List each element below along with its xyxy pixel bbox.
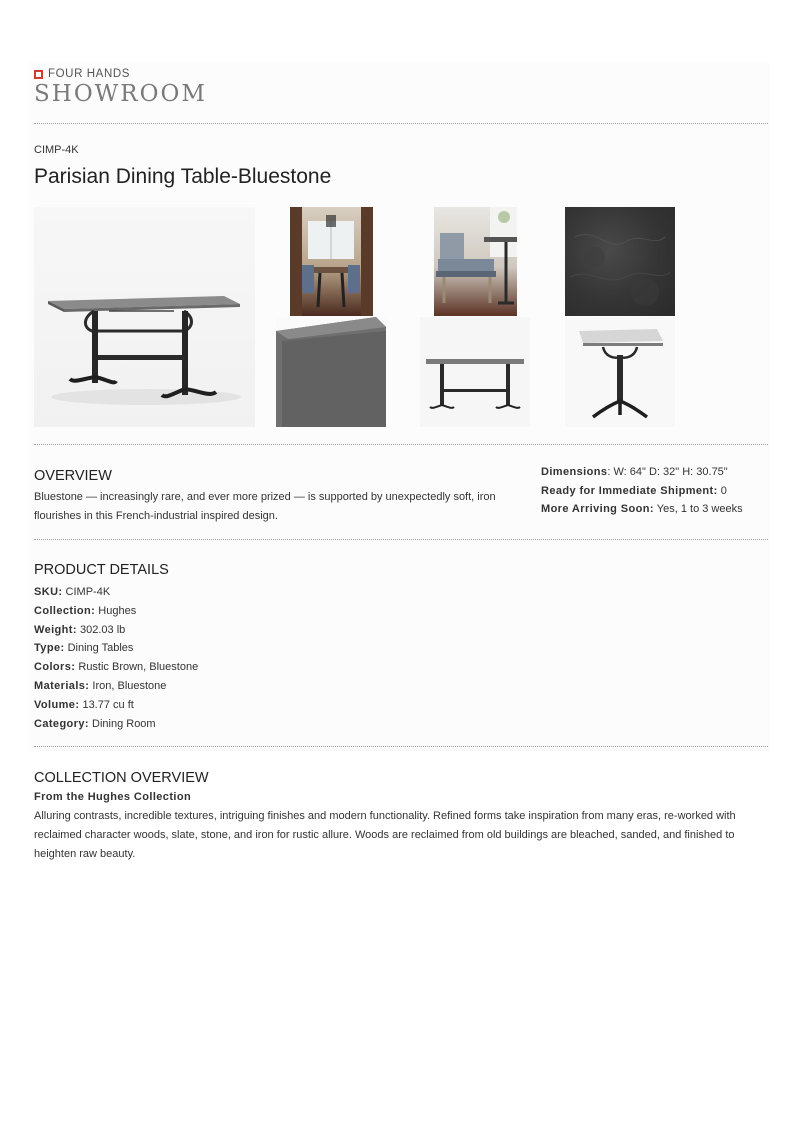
- product-sku: CIMP-4K: [34, 144, 79, 156]
- ready-row: [541, 482, 743, 501]
- detail-weight: Weight: 302.03 lb: [34, 623, 126, 636]
- overview-heading: OVERVIEW: [34, 468, 112, 484]
- product-title: Parisian Dining Table-Bluestone: [34, 165, 332, 188]
- detail-materials: Materials: Iron, Bluestone: [34, 679, 167, 692]
- collection-heading: COLLECTION OVERVIEW: [34, 770, 209, 786]
- specs-block: [541, 463, 743, 519]
- brand-name: FOUR HANDS: [48, 68, 131, 80]
- dimensions-value: : W: 64" D: 32" H: 30.75": [607, 466, 728, 478]
- product-details-heading: PRODUCT DETAILS: [34, 562, 169, 578]
- ready-label: Ready for Immediate Shipment:: [541, 484, 718, 497]
- table-front-photo: [420, 317, 530, 427]
- tabletop-angle-photo: [276, 317, 386, 427]
- divider: [34, 746, 768, 747]
- dimensions-row: [541, 463, 743, 482]
- dimensions-label: Dimensions: [541, 466, 608, 478]
- brand-square-icon: [34, 70, 43, 79]
- collection-line-3: heighten raw beauty.: [34, 848, 136, 860]
- divider: [34, 539, 768, 540]
- collection-text: [34, 807, 736, 864]
- ready-value: 0: [717, 484, 727, 497]
- detail-volume: Volume: 13.77 cu ft: [34, 698, 134, 711]
- divider: [34, 123, 768, 124]
- arriving-value: Yes, 1 to 3 weeks: [653, 503, 743, 516]
- table-side-photo: [565, 317, 675, 427]
- detail-colors: Colors: Rustic Brown, Bluestone: [34, 661, 199, 674]
- overview-line-1: Bluestone — increasingly rare, and ever more prized — is supported by unexpectedly soft, iron: [34, 491, 496, 503]
- dining-room-photo: [290, 207, 373, 316]
- table-main-photo: [34, 207, 255, 427]
- brand-logo: [34, 68, 207, 107]
- collection-subheading: From the Hughes Collection: [34, 791, 192, 803]
- collection-line-1: Alluring contrasts, incredible textures, intriguing finishes and modern functionality. Refined forms take inspiration from many eras, re-worked with: [34, 810, 736, 822]
- bluestone-swatch-photo: [565, 207, 675, 316]
- divider: [34, 444, 768, 445]
- overview-line-2: flourishes in this French-industrial inspired design.: [34, 510, 278, 522]
- collection-line-2: reclaimed character woods, slate, stone, and iron for rustic allure. Woods are reclaimed from old buildings are bleached, sanded, and finished to: [34, 829, 735, 841]
- bench-room-photo: [434, 207, 517, 316]
- overview-text: [34, 488, 496, 526]
- arriving-label: More Arriving Soon:: [541, 503, 654, 516]
- brand-showroom: SHOWROOM: [34, 81, 207, 107]
- detail-category: Category: Dining Room: [34, 717, 156, 730]
- arriving-row: [541, 500, 743, 519]
- detail-collection: Collection: Hughes: [34, 604, 137, 617]
- detail-type: Type: Dining Tables: [34, 642, 134, 655]
- product-details-list: [34, 583, 198, 733]
- detail-sku: SKU: CIMP-4K: [34, 586, 111, 598]
